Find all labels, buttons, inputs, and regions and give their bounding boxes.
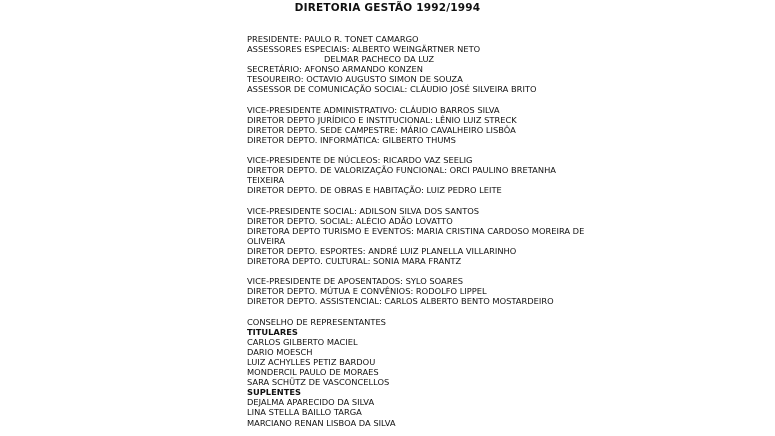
document-title: DIRETORIA GESTÃO 1992/1994 — [294, 2, 481, 14]
board-list — [247, 34, 767, 428]
council-heading: CONSELHO DE REPRESENTANTES — [247, 316, 386, 327]
titular-item: SARA SCHÜTZ DE VASCONCELLOS — [247, 377, 390, 388]
communication-advisor-line: ASSESSOR DE COMUNICAÇÃO SOCIAL: CLÁUDIO JOSÉ SILVEIRA BRITO — [247, 84, 537, 95]
cultural-director-line: DIRETORA DEPTO. CULTURAL: SONIA MARA FRANTZ — [247, 256, 462, 267]
titulares-heading: TITULARES — [247, 326, 298, 337]
it-director-line: DIRETOR DEPTO. INFORMÁTICA: GILBERTO THUMS — [247, 134, 456, 145]
suplente-item: DEJALMA APARECIDO DA SILVA — [247, 397, 375, 408]
section-nuclei — [247, 155, 767, 195]
suplente-item: MARCIANO RENAN LISBOA DA SILVA — [247, 417, 396, 428]
tourism-director-line: DIRETORA DEPTO TURISMO E EVENTOS: MARIA CRISTINA CARDOSO MOREIRA DE — [247, 225, 585, 236]
country-seat-director-line: DIRETOR DEPTO. SEDE CAMPESTRE: MÁRIO CAVALHEIRO LISBÔA — [247, 124, 516, 135]
vp-nuclei-line: VICE-PRESIDENTE DE NÚCLEOS: RICARDO VAZ SEELIG — [247, 155, 473, 166]
tourism-director-line-2: OLIVEIRA — [247, 235, 286, 246]
section-presidency — [247, 34, 767, 95]
section-retirees — [247, 276, 767, 306]
social-director-line: DIRETOR DEPTO. SOCIAL: ALÉCIO ADÃO LOVATTO — [247, 215, 453, 226]
vp-retirees-line: VICE-PRESIDENTE DE APOSENTADOS: SYLO SOARES — [247, 276, 464, 287]
titular-item: MONDERCIL PAULO DE MORAES — [247, 367, 379, 378]
special-advisors-line-2: DELMAR PACHECO DA LUZ — [324, 54, 435, 65]
mutual-director-line: DIRETOR DEPTO. MÚTUA E CONVÊNIOS: RODOLFO LIPPEL — [247, 286, 487, 297]
legal-director-line: DIRETOR DEPTO JURÍDICO E INSTITUCIONAL: LÊNIO LUIZ STRECK — [247, 114, 517, 125]
titular-item: DARIO MOESCH — [247, 346, 313, 357]
treasurer-line: TESOUREIRO: OCTAVIO AUGUSTO SIMON DE SOUZA — [247, 74, 463, 85]
special-advisors-line: ASSESSORES ESPECIAIS: ALBERTO WEINGÄRTNER NETO — [247, 44, 481, 55]
assistance-director-line: DIRETOR DEPTO. ASSISTENCIAL: CARLOS ALBERTO BENTO MOSTARDEIRO — [247, 296, 554, 307]
section-council — [247, 317, 767, 428]
secretary-line: SECRETÁRIO: AFONSO ARMANDO KONZEN — [247, 64, 423, 75]
suplentes-heading: SUPLENTES — [247, 387, 301, 398]
section-social — [247, 206, 767, 267]
sports-director-line: DIRETOR DEPTO. ESPORTES: ANDRÉ LUIZ PLANELLA VILLARINHO — [247, 245, 517, 256]
vp-social-line: VICE-PRESIDENTE SOCIAL: ADILSON SILVA DOS SANTOS — [247, 205, 480, 216]
titular-item: CARLOS GILBERTO MACIEL — [247, 336, 358, 347]
valorization-director-line-2: TEIXEIRA — [247, 175, 285, 186]
section-administrative — [247, 105, 767, 145]
works-housing-director-line: DIRETOR DEPTO. DE OBRAS E HABITAÇÃO: LUIZ PEDRO LEITE — [247, 185, 502, 196]
titular-item: LUIZ ACHYLLES PETIZ BARDOU — [247, 357, 376, 367]
suplente-item: LINA STELLA BAILLO TARGA — [247, 407, 362, 418]
vp-administrative-line: VICE-PRESIDENTE ADMINISTRATIVO: CLÁUDIO BARROS SILVA — [247, 104, 500, 115]
valorization-director-line: DIRETOR DEPTO. DE VALORIZAÇÃO FUNCIONAL: ORCI PAULINO BRETANHA — [247, 165, 556, 176]
president-line: PRESIDENTE: PAULO R. TONET CAMARGO — [247, 34, 419, 44]
